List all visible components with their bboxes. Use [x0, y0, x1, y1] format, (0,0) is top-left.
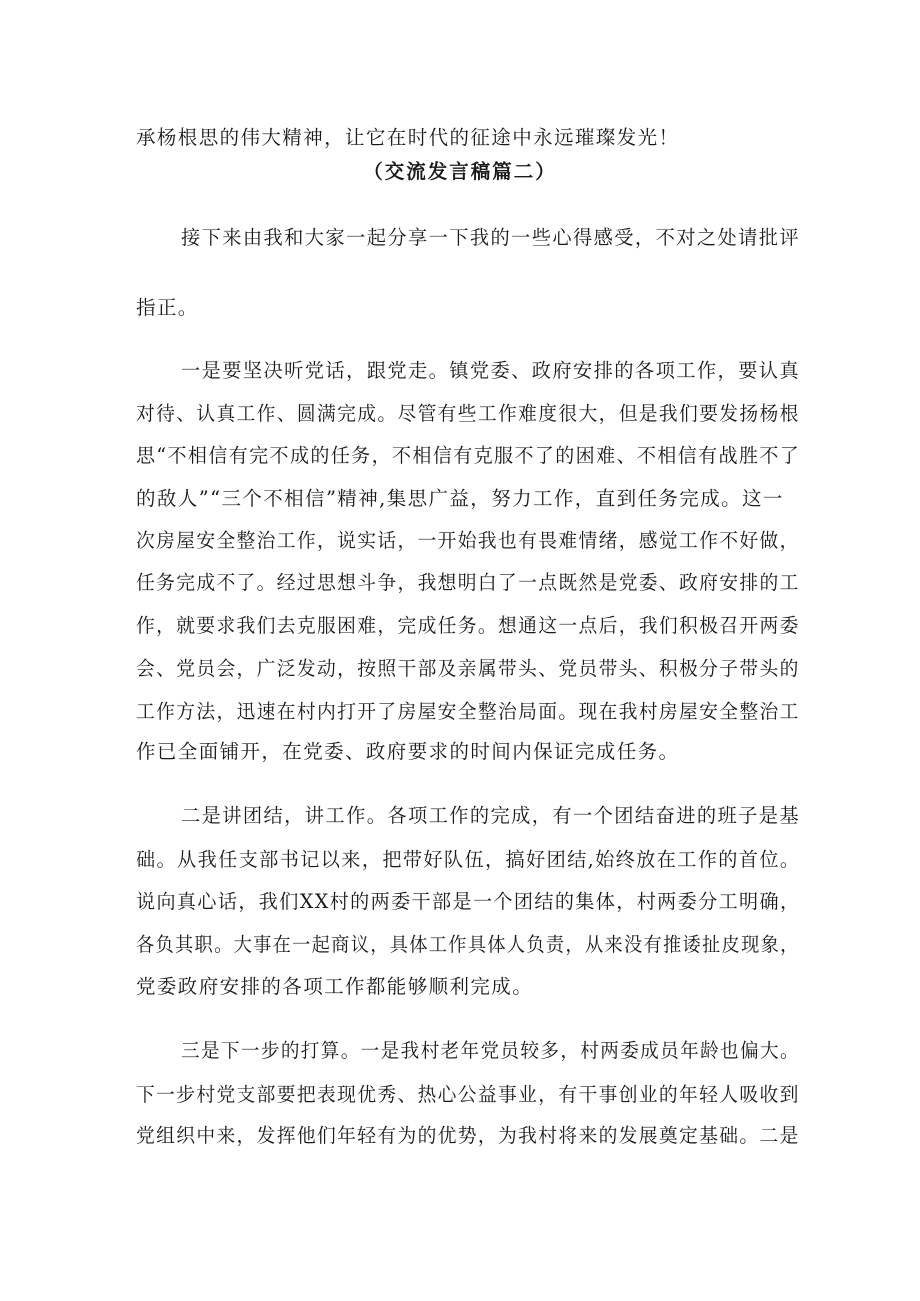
paragraph-line: 任务完成不了。经过思想斗争，我想明白了一点既然是党委、政府安排的工 [136, 571, 800, 594]
paragraph-line: 下一步村党支部要把表现优秀、热心公益事业，有干事创业的年轻人吸收到 [136, 1083, 800, 1106]
paragraph-line: 指正。 [136, 296, 199, 319]
paragraph-line: 思“不相信有完不成的任务，不相信有克服不了的困难、不相信有战胜不了 [136, 444, 801, 467]
paragraph-line: 对待、认真工作、圆满完成。尽管有些工作难度很大，但是我们要发扬杨根 [136, 402, 800, 425]
paragraph-line: 党委政府安排的各项工作都能够顺利完成。 [136, 975, 534, 998]
paragraph-line: 作已全面铺开，在党委、政府要求的时间内保证完成任务。 [136, 740, 680, 763]
paragraph-line: 会、党员会，广泛发动，按照干部及亲属带头、党员带头、积极分子带头的 [136, 657, 800, 680]
paragraph-line: 的敌人”“三个不相信”精神,集思广益，努力工作，直到任务完成。这一 [136, 487, 784, 510]
paragraph-line: 三是下一步的打算。一是我村老年党员较多，村两委成员年龄也偏大。 [181, 1039, 800, 1062]
paragraph-line: 作，就要求我们去克服困难，完成任务。想通这一点后，我们积极召开两委 [136, 614, 800, 637]
paragraph-line: 党组织中来，发挥他们年轻有为的优势，为我村将来的发展奠定基础。二是 [136, 1124, 800, 1147]
paragraph-line: 次房屋安全整治工作，说实话，一开始我也有畏难情绪，感觉工作不好做， [136, 529, 800, 552]
section-title: （交流发言稿篇二） [363, 160, 557, 183]
paragraph-line: 接下来由我和大家一起分享一下我的一些心得感受，不对之处请批评 [181, 226, 801, 249]
continuation-line: 承杨根思的伟大精神，让它在时代的征途中永远璀璨发光！ [136, 126, 680, 149]
paragraph-line: 各负其职。大事在一起商议，具体工作具体人负责，从来没有推诿扯皮现象， [136, 933, 800, 956]
paragraph-line: 工作方法，迅速在村内打开了房屋安全整治局面。现在我村房屋安全整治工 [136, 700, 800, 723]
paragraph-line: 础。从我任支部书记以来，把带好队伍，搞好团结,始终放在工作的首位。 [136, 848, 801, 871]
paragraph-line: 说向真心话，我们XX村的两委干部是一个团结的集体，村两委分工明确， [136, 890, 801, 913]
paragraph-line: 二是讲团结，讲工作。各项工作的完成，有一个团结奋进的班子是基 [181, 804, 801, 827]
paragraph-line: 一是要坚决听党话，跟党走。镇党委、政府安排的各项工作，要认真 [181, 359, 801, 382]
